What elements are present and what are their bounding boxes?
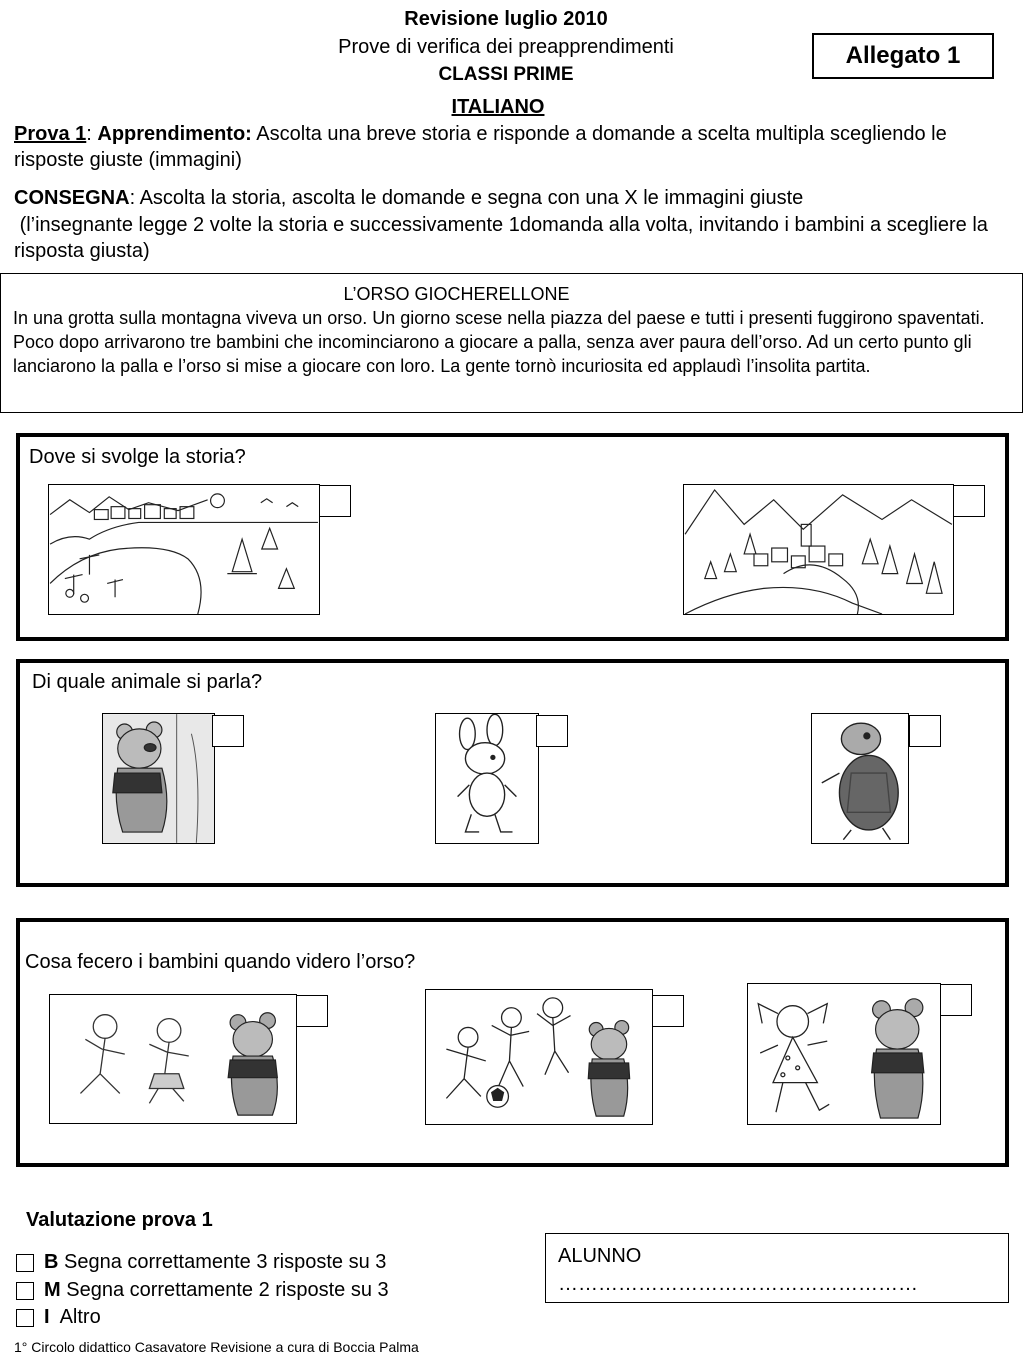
evaluation-row-b	[16, 1251, 386, 1274]
children-playing-ball-picture[interactable]	[425, 989, 653, 1125]
turtle-picture[interactable]	[811, 713, 909, 844]
apprendimento-label: Apprendimento:	[97, 123, 252, 145]
mountain-village-picture[interactable]	[683, 484, 954, 615]
evaluation-checkbox-b[interactable]	[16, 1254, 34, 1272]
consegna-line	[14, 185, 1004, 211]
question-3-text: Cosa fecero i bambini quando videro l’orso?	[25, 951, 416, 973]
answer-checkbox-2c[interactable]	[909, 715, 941, 747]
evaluation-row-i	[16, 1306, 101, 1329]
prova-description	[14, 121, 1004, 173]
header-subject: ITALIANO	[451, 96, 545, 118]
evaluation-checkbox-m[interactable]	[16, 1282, 34, 1300]
allegato-label: Allegato 1	[845, 42, 961, 69]
grade-b-text: Segna correttamente 3 risposte su 3	[58, 1251, 387, 1273]
answer-checkbox-3a[interactable]	[296, 995, 328, 1027]
girl-fleeing-drawing	[748, 984, 940, 1124]
seaside-village-picture[interactable]	[48, 484, 320, 615]
prova-label: Prova 1	[14, 123, 87, 145]
rabbit-picture[interactable]	[435, 713, 539, 844]
evaluation-checkbox-i[interactable]	[16, 1309, 34, 1327]
alunno-label: ALUNNO	[558, 1245, 642, 1267]
grade-m-text: Segna correttamente 2 risposte su 3	[60, 1279, 389, 1301]
header-classes: CLASSI PRIME	[438, 64, 574, 85]
evaluation-row-m	[16, 1279, 389, 1302]
children-fleeing-picture[interactable]	[49, 994, 297, 1124]
answer-checkbox-1a[interactable]	[319, 485, 351, 517]
allegato-box	[812, 33, 994, 79]
girl-fleeing-picture[interactable]	[747, 983, 941, 1125]
consegna-label: CONSEGNA	[14, 187, 130, 209]
grade-b-label: B	[44, 1251, 59, 1273]
footer-credit: 1° Circolo didattico Casavatore Revisione a cura di Boccia Palma	[14, 1339, 419, 1355]
header-title: Revisione luglio 2010	[404, 8, 608, 30]
answer-checkbox-1b[interactable]	[953, 485, 985, 517]
story-title: L’ORSO GIOCHERELLONE	[343, 284, 570, 304]
answer-checkbox-3b[interactable]	[652, 995, 684, 1027]
apprendimento-text: Ascolta una breve storia e risponde a domande a scelta multipla scegliendo le risposte giuste (immagini)	[14, 123, 947, 171]
consegna-note: (l’insegnante legge 2 volte la storia e successivamente 1domanda alla volta, invitando i bambini a scegliere la risposta giusta)	[14, 214, 994, 262]
question-1-text: Dove si svolge la storia?	[29, 446, 246, 468]
header-subtitle: Prove di verifica dei preapprendimenti	[338, 36, 674, 58]
turtle-drawing	[812, 714, 908, 843]
story-body: In una grotta sulla montagna viveva un orso. Un giorno scese nella piazza del paese e tutti i presenti fuggirono spaventati. Poco dopo arrivarono tre bambini che incominciarono a giocare a palla, senza aver paura dell’orso. Ad un certo punto gli lanciarono la palla e l’orso si mise a giocare con loro. La gente tornò incuriosita ed applaudì l’insolita partita.	[13, 308, 985, 376]
mountain-village-drawing	[684, 485, 953, 614]
alunno-box[interactable]	[545, 1233, 1009, 1303]
evaluation-title: Valutazione prova 1	[26, 1209, 213, 1231]
prova-sep: :	[86, 123, 98, 145]
answer-checkbox-3c[interactable]	[940, 984, 972, 1016]
children-playing-ball-drawing	[426, 990, 652, 1124]
seaside-village-drawing	[49, 485, 319, 614]
answer-checkbox-2a[interactable]	[212, 715, 244, 747]
answer-checkbox-2b[interactable]	[536, 715, 568, 747]
grade-m-label: M	[44, 1279, 61, 1301]
bear-drawing	[103, 714, 214, 843]
children-fleeing-drawing	[50, 995, 296, 1123]
grade-i-text: Altro	[49, 1306, 101, 1328]
story-box	[0, 273, 1023, 413]
rabbit-drawing	[436, 714, 538, 843]
alunno-name-field[interactable]: ………………………………………………	[558, 1273, 918, 1295]
grade-i-label: I	[44, 1306, 50, 1328]
bear-picture[interactable]	[102, 713, 215, 844]
consegna-text: : Ascolta la storia, ascolta le domande e segna con una X le immagini giuste	[129, 187, 804, 209]
question-2-text: Di quale animale si parla?	[32, 671, 263, 693]
